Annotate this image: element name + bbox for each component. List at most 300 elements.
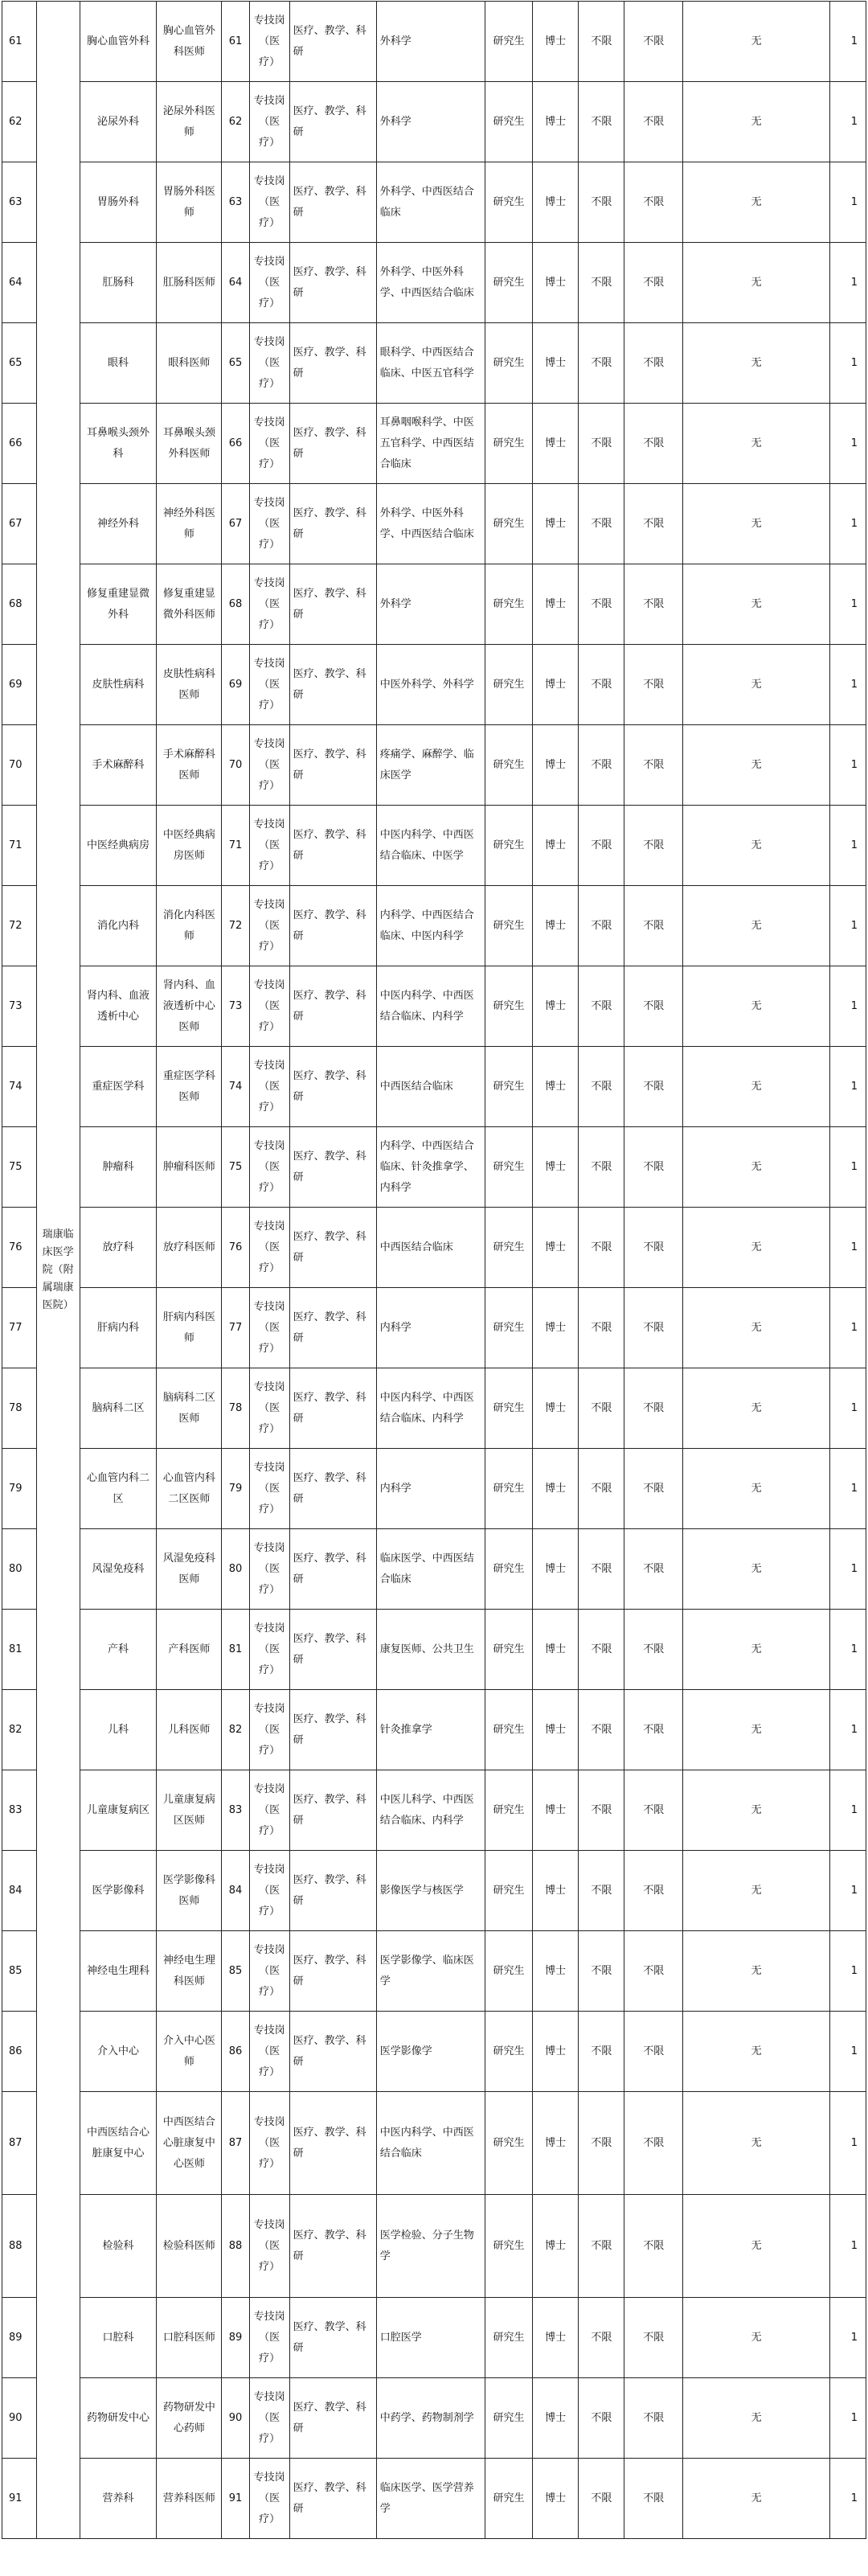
remark-cell: 无	[683, 645, 830, 725]
row-number: 78	[2, 1368, 37, 1449]
post-name-cell: 药物研发中心药师	[157, 2378, 222, 2459]
department-cell: 中西医结合心脏康复中心	[80, 2092, 157, 2195]
headcount-cell: 1	[830, 564, 866, 645]
post-type-cell: 专技岗（医疗）	[249, 1368, 289, 1449]
duty-cell: 医疗、教学、科研	[289, 2459, 376, 2539]
headcount-cell: 1	[830, 645, 866, 725]
post-name-cell: 放疗科医师	[157, 1208, 222, 1288]
major-cell: 临床医学、中西医结合临床	[376, 1529, 485, 1610]
age-cell: 不限	[579, 323, 624, 404]
headcount-cell: 1	[830, 2195, 866, 2298]
age-cell: 不限	[579, 1127, 624, 1208]
headcount-cell: 1	[830, 2, 866, 82]
post-name-cell: 神经外科医师	[157, 484, 222, 564]
other-requirement-cell: 不限	[624, 1368, 683, 1449]
table-row	[2, 645, 866, 725]
age-cell: 不限	[579, 2012, 624, 2092]
education-cell: 研究生	[485, 2012, 532, 2092]
remark-cell: 无	[683, 1288, 830, 1368]
major-cell: 中医外科学、外科学	[376, 645, 485, 725]
other-requirement-cell: 不限	[624, 243, 683, 323]
post-type-cell: 专技岗（医疗）	[249, 2, 289, 82]
post-code-cell: 90	[222, 2378, 249, 2459]
other-requirement-cell: 不限	[624, 404, 683, 484]
remark-cell: 无	[683, 2, 830, 82]
post-code-cell: 86	[222, 2012, 249, 2092]
row-number: 75	[2, 1127, 37, 1208]
duty-cell: 医疗、教学、科研	[289, 645, 376, 725]
department-cell: 心血管内科二区	[80, 1449, 157, 1529]
duty-cell: 医疗、教学、科研	[289, 725, 376, 806]
education-cell: 研究生	[485, 1208, 532, 1288]
post-type-cell: 专技岗（医疗）	[249, 2092, 289, 2195]
age-cell: 不限	[579, 2195, 624, 2298]
duty-cell: 医疗、教学、科研	[289, 886, 376, 966]
post-type-cell: 专技岗（医疗）	[249, 1851, 289, 1931]
degree-cell: 博士	[533, 2459, 579, 2539]
degree-cell: 博士	[533, 1529, 579, 1610]
remark-cell: 无	[683, 1368, 830, 1449]
post-name-cell: 医学影像科医师	[157, 1851, 222, 1931]
major-cell: 针灸推拿学	[376, 1690, 485, 1770]
other-requirement-cell: 不限	[624, 645, 683, 725]
post-name-cell: 耳鼻喉头颈外科医师	[157, 404, 222, 484]
age-cell: 不限	[579, 1208, 624, 1288]
post-name-cell: 修复重建显微外科医师	[157, 564, 222, 645]
major-cell: 医学影像学	[376, 2012, 485, 2092]
headcount-cell: 1	[830, 966, 866, 1047]
other-requirement-cell: 不限	[624, 1208, 683, 1288]
education-cell: 研究生	[485, 1288, 532, 1368]
other-requirement-cell: 不限	[624, 1529, 683, 1610]
duty-cell: 医疗、教学、科研	[289, 1931, 376, 2012]
department-cell: 儿童康复病区	[80, 1770, 157, 1851]
major-cell: 疼痛学、麻醉学、临床医学	[376, 725, 485, 806]
age-cell: 不限	[579, 1770, 624, 1851]
table-row	[2, 886, 866, 966]
age-cell: 不限	[579, 1288, 624, 1368]
post-code-cell: 74	[222, 1047, 249, 1127]
row-number: 83	[2, 1770, 37, 1851]
duty-cell: 医疗、教学、科研	[289, 1368, 376, 1449]
remark-cell: 无	[683, 1610, 830, 1690]
remark-cell: 无	[683, 2378, 830, 2459]
degree-cell: 博士	[533, 2378, 579, 2459]
headcount-cell: 1	[830, 1047, 866, 1127]
row-number: 71	[2, 806, 37, 886]
other-requirement-cell: 不限	[624, 725, 683, 806]
degree-cell: 博士	[533, 2298, 579, 2378]
post-type-cell: 专技岗（医疗）	[249, 1449, 289, 1529]
other-requirement-cell: 不限	[624, 1851, 683, 1931]
post-name-cell: 风湿免疫科医师	[157, 1529, 222, 1610]
remark-cell: 无	[683, 2195, 830, 2298]
post-type-cell: 专技岗（医疗）	[249, 323, 289, 404]
degree-cell: 博士	[533, 162, 579, 243]
post-type-cell: 专技岗（医疗）	[249, 725, 289, 806]
education-cell: 研究生	[485, 1368, 532, 1449]
row-number: 80	[2, 1529, 37, 1610]
other-requirement-cell: 不限	[624, 564, 683, 645]
duty-cell: 医疗、教学、科研	[289, 1610, 376, 1690]
department-cell: 介入中心	[80, 2012, 157, 2092]
department-cell: 儿科	[80, 1690, 157, 1770]
post-code-cell: 69	[222, 645, 249, 725]
education-cell: 研究生	[485, 323, 532, 404]
age-cell: 不限	[579, 1449, 624, 1529]
row-number: 74	[2, 1047, 37, 1127]
post-code-cell: 89	[222, 2298, 249, 2378]
post-name-cell: 手术麻醉科医师	[157, 725, 222, 806]
post-name-cell: 肿瘤科医师	[157, 1127, 222, 1208]
duty-cell: 医疗、教学、科研	[289, 162, 376, 243]
major-cell: 临床医学、医学营养学	[376, 2459, 485, 2539]
remark-cell: 无	[683, 2092, 830, 2195]
department-cell: 检验科	[80, 2195, 157, 2298]
age-cell: 不限	[579, 1851, 624, 1931]
department-cell: 消化内科	[80, 886, 157, 966]
major-cell: 眼科学、中西医结合临床、中医五官科学	[376, 323, 485, 404]
table-row	[2, 2459, 866, 2539]
degree-cell: 博士	[533, 2, 579, 82]
remark-cell: 无	[683, 886, 830, 966]
age-cell: 不限	[579, 2092, 624, 2195]
duty-cell: 医疗、教学、科研	[289, 2298, 376, 2378]
post-name-cell: 介入中心医师	[157, 2012, 222, 2092]
table-row	[2, 2298, 866, 2378]
degree-cell: 博士	[533, 404, 579, 484]
remark-cell: 无	[683, 1529, 830, 1610]
post-type-cell: 专技岗（医疗）	[249, 243, 289, 323]
major-cell: 医学影像学、临床医学	[376, 1931, 485, 2012]
department-cell: 产科	[80, 1610, 157, 1690]
department-cell: 中医经典病房	[80, 806, 157, 886]
row-number: 84	[2, 1851, 37, 1931]
headcount-cell: 1	[830, 1529, 866, 1610]
degree-cell: 博士	[533, 1208, 579, 1288]
education-cell: 研究生	[485, 1529, 532, 1610]
headcount-cell: 1	[830, 1610, 866, 1690]
post-code-cell: 64	[222, 243, 249, 323]
degree-cell: 博士	[533, 1610, 579, 1690]
duty-cell: 医疗、教学、科研	[289, 2378, 376, 2459]
table-row	[2, 1851, 866, 1931]
other-requirement-cell: 不限	[624, 1047, 683, 1127]
department-cell: 耳鼻喉头颈外科	[80, 404, 157, 484]
table-row	[2, 243, 866, 323]
post-code-cell: 88	[222, 2195, 249, 2298]
post-code-cell: 71	[222, 806, 249, 886]
education-cell: 研究生	[485, 1851, 532, 1931]
major-cell: 中医内科学、中西医结合临床	[376, 2092, 485, 2195]
age-cell: 不限	[579, 1047, 624, 1127]
other-requirement-cell: 不限	[624, 966, 683, 1047]
headcount-cell: 1	[830, 162, 866, 243]
remark-cell: 无	[683, 966, 830, 1047]
duty-cell: 医疗、教学、科研	[289, 82, 376, 162]
duty-cell: 医疗、教学、科研	[289, 564, 376, 645]
post-name-cell: 儿科医师	[157, 1690, 222, 1770]
duty-cell: 医疗、教学、科研	[289, 484, 376, 564]
table-row	[2, 1368, 866, 1449]
remark-cell: 无	[683, 162, 830, 243]
row-number: 79	[2, 1449, 37, 1529]
degree-cell: 博士	[533, 323, 579, 404]
headcount-cell: 1	[830, 1368, 866, 1449]
post-type-cell: 专技岗（医疗）	[249, 2298, 289, 2378]
department-cell: 营养科	[80, 2459, 157, 2539]
duty-cell: 医疗、教学、科研	[289, 1449, 376, 1529]
row-number: 88	[2, 2195, 37, 2298]
post-type-cell: 专技岗（医疗）	[249, 645, 289, 725]
post-code-cell: 70	[222, 725, 249, 806]
table-row	[2, 82, 866, 162]
duty-cell: 医疗、教学、科研	[289, 323, 376, 404]
major-cell: 中药学、药物制剂学	[376, 2378, 485, 2459]
post-code-cell: 83	[222, 1770, 249, 1851]
department-cell: 肝病内科	[80, 1288, 157, 1368]
department-cell: 神经电生理科	[80, 1931, 157, 2012]
table-row	[2, 404, 866, 484]
post-name-cell: 泌尿外科医师	[157, 82, 222, 162]
headcount-cell: 1	[830, 1690, 866, 1770]
major-cell: 中医儿科学、中西医结合临床、内科学	[376, 1770, 485, 1851]
row-number: 61	[2, 2, 37, 82]
row-number: 91	[2, 2459, 37, 2539]
table-body	[2, 2, 866, 2539]
post-name-cell: 肛肠科医师	[157, 243, 222, 323]
remark-cell: 无	[683, 484, 830, 564]
table-row	[2, 2012, 866, 2092]
row-number: 65	[2, 323, 37, 404]
department-cell: 医学影像科	[80, 1851, 157, 1931]
table-row	[2, 162, 866, 243]
education-cell: 研究生	[485, 1610, 532, 1690]
post-name-cell: 心血管内科二区医师	[157, 1449, 222, 1529]
post-type-cell: 专技岗（医疗）	[249, 2195, 289, 2298]
age-cell: 不限	[579, 1610, 624, 1690]
post-type-cell: 专技岗（医疗）	[249, 886, 289, 966]
headcount-cell: 1	[830, 1208, 866, 1288]
age-cell: 不限	[579, 645, 624, 725]
other-requirement-cell: 不限	[624, 323, 683, 404]
education-cell: 研究生	[485, 1690, 532, 1770]
other-requirement-cell: 不限	[624, 2195, 683, 2298]
education-cell: 研究生	[485, 886, 532, 966]
headcount-cell: 1	[830, 2012, 866, 2092]
other-requirement-cell: 不限	[624, 1931, 683, 2012]
row-number: 66	[2, 404, 37, 484]
post-name-cell: 神经电生理科医师	[157, 1931, 222, 2012]
remark-cell: 无	[683, 1690, 830, 1770]
table-row	[2, 2092, 866, 2195]
other-requirement-cell: 不限	[624, 2092, 683, 2195]
department-cell: 药物研发中心	[80, 2378, 157, 2459]
post-code-cell: 76	[222, 1208, 249, 1288]
department-cell: 风湿免疫科	[80, 1529, 157, 1610]
age-cell: 不限	[579, 2298, 624, 2378]
row-number: 76	[2, 1208, 37, 1288]
post-name-cell: 营养科医师	[157, 2459, 222, 2539]
department-cell: 皮肤性病科	[80, 645, 157, 725]
post-type-cell: 专技岗（医疗）	[249, 564, 289, 645]
row-number: 82	[2, 1690, 37, 1770]
degree-cell: 博士	[533, 1931, 579, 2012]
post-code-cell: 79	[222, 1449, 249, 1529]
post-type-cell: 专技岗（医疗）	[249, 1529, 289, 1610]
education-cell: 研究生	[485, 162, 532, 243]
remark-cell: 无	[683, 564, 830, 645]
major-cell: 内科学、中西医结合临床、针灸推拿学、内科学	[376, 1127, 485, 1208]
post-type-cell: 专技岗（医疗）	[249, 2378, 289, 2459]
age-cell: 不限	[579, 162, 624, 243]
post-code-cell: 67	[222, 484, 249, 564]
post-type-cell: 专技岗（医疗）	[249, 404, 289, 484]
headcount-cell: 1	[830, 1770, 866, 1851]
duty-cell: 医疗、教学、科研	[289, 2012, 376, 2092]
major-cell: 外科学	[376, 2, 485, 82]
major-cell: 内科学	[376, 1288, 485, 1368]
row-number: 63	[2, 162, 37, 243]
duty-cell: 医疗、教学、科研	[289, 243, 376, 323]
duty-cell: 医疗、教学、科研	[289, 806, 376, 886]
education-cell: 研究生	[485, 806, 532, 886]
major-cell: 外科学、中医外科学、中西医结合临床	[376, 484, 485, 564]
major-cell: 中西医结合临床	[376, 1047, 485, 1127]
row-number: 69	[2, 645, 37, 725]
post-name-cell: 儿童康复病区医师	[157, 1770, 222, 1851]
remark-cell: 无	[683, 1208, 830, 1288]
headcount-cell: 1	[830, 2298, 866, 2378]
age-cell: 不限	[579, 2, 624, 82]
education-cell: 研究生	[485, 2092, 532, 2195]
post-type-cell: 专技岗（医疗）	[249, 1288, 289, 1368]
headcount-cell: 1	[830, 1851, 866, 1931]
department-cell: 胃肠外科	[80, 162, 157, 243]
post-name-cell: 脑病科二区医师	[157, 1368, 222, 1449]
table-row	[2, 1529, 866, 1610]
headcount-cell: 1	[830, 243, 866, 323]
education-cell: 研究生	[485, 1047, 532, 1127]
major-cell: 内科学、中西医结合临床、中医内科学	[376, 886, 485, 966]
age-cell: 不限	[579, 484, 624, 564]
major-cell: 影像医学与核医学	[376, 1851, 485, 1931]
degree-cell: 博士	[533, 2092, 579, 2195]
department-cell: 口腔科	[80, 2298, 157, 2378]
degree-cell: 博士	[533, 1690, 579, 1770]
major-cell: 耳鼻咽喉科学、中医五官科学、中西医结合临床	[376, 404, 485, 484]
education-cell: 研究生	[485, 1449, 532, 1529]
table-row	[2, 1770, 866, 1851]
duty-cell: 医疗、教学、科研	[289, 2195, 376, 2298]
other-requirement-cell: 不限	[624, 886, 683, 966]
post-code-cell: 78	[222, 1368, 249, 1449]
post-code-cell: 66	[222, 404, 249, 484]
post-code-cell: 80	[222, 1529, 249, 1610]
duty-cell: 医疗、教学、科研	[289, 1288, 376, 1368]
other-requirement-cell: 不限	[624, 1288, 683, 1368]
other-requirement-cell: 不限	[624, 1690, 683, 1770]
row-number: 73	[2, 966, 37, 1047]
remark-cell: 无	[683, 2459, 830, 2539]
post-type-cell: 专技岗（医疗）	[249, 806, 289, 886]
post-code-cell: 75	[222, 1127, 249, 1208]
education-cell: 研究生	[485, 2298, 532, 2378]
headcount-cell: 1	[830, 404, 866, 484]
post-type-cell: 专技岗（医疗）	[249, 966, 289, 1047]
age-cell: 不限	[579, 1931, 624, 2012]
post-name-cell: 口腔科医师	[157, 2298, 222, 2378]
headcount-cell: 1	[830, 2459, 866, 2539]
table-row	[2, 2378, 866, 2459]
degree-cell: 博士	[533, 82, 579, 162]
degree-cell: 博士	[533, 1368, 579, 1449]
remark-cell: 无	[683, 82, 830, 162]
row-number: 62	[2, 82, 37, 162]
post-name-cell: 胃肠外科医师	[157, 162, 222, 243]
post-code-cell: 77	[222, 1288, 249, 1368]
duty-cell: 医疗、教学、科研	[289, 1047, 376, 1127]
education-cell: 研究生	[485, 564, 532, 645]
post-code-cell: 62	[222, 82, 249, 162]
degree-cell: 博士	[533, 645, 579, 725]
other-requirement-cell: 不限	[624, 2012, 683, 2092]
education-cell: 研究生	[485, 82, 532, 162]
headcount-cell: 1	[830, 1127, 866, 1208]
education-cell: 研究生	[485, 484, 532, 564]
other-requirement-cell: 不限	[624, 2298, 683, 2378]
post-type-cell: 专技岗（医疗）	[249, 1931, 289, 2012]
department-cell: 手术麻醉科	[80, 725, 157, 806]
table-row	[2, 564, 866, 645]
row-number: 68	[2, 564, 37, 645]
degree-cell: 博士	[533, 1449, 579, 1529]
remark-cell: 无	[683, 1851, 830, 1931]
headcount-cell: 1	[830, 1449, 866, 1529]
department-cell: 肿瘤科	[80, 1127, 157, 1208]
education-cell: 研究生	[485, 2, 532, 82]
post-type-cell: 专技岗（医疗）	[249, 1208, 289, 1288]
row-number: 77	[2, 1288, 37, 1368]
duty-cell: 医疗、教学、科研	[289, 1690, 376, 1770]
row-number: 70	[2, 725, 37, 806]
duty-cell: 医疗、教学、科研	[289, 404, 376, 484]
post-type-cell: 专技岗（医疗）	[249, 1690, 289, 1770]
degree-cell: 博士	[533, 1851, 579, 1931]
headcount-cell: 1	[830, 2378, 866, 2459]
headcount-cell: 1	[830, 323, 866, 404]
age-cell: 不限	[579, 404, 624, 484]
post-code-cell: 65	[222, 323, 249, 404]
duty-cell: 医疗、教学、科研	[289, 966, 376, 1047]
post-name-cell: 中西医结合心脏康复中心医师	[157, 2092, 222, 2195]
age-cell: 不限	[579, 1368, 624, 1449]
post-code-cell: 85	[222, 1931, 249, 2012]
age-cell: 不限	[579, 966, 624, 1047]
table-row	[2, 2195, 866, 2298]
table-row	[2, 1610, 866, 1690]
other-requirement-cell: 不限	[624, 1610, 683, 1690]
post-type-cell: 专技岗（医疗）	[249, 484, 289, 564]
department-cell: 神经外科	[80, 484, 157, 564]
remark-cell: 无	[683, 1770, 830, 1851]
education-cell: 研究生	[485, 2378, 532, 2459]
major-cell: 中医内科学、中西医结合临床、内科学	[376, 966, 485, 1047]
table-row	[2, 806, 866, 886]
age-cell: 不限	[579, 1690, 624, 1770]
remark-cell: 无	[683, 2298, 830, 2378]
post-name-cell: 肾内科、血液透析中心医师	[157, 966, 222, 1047]
